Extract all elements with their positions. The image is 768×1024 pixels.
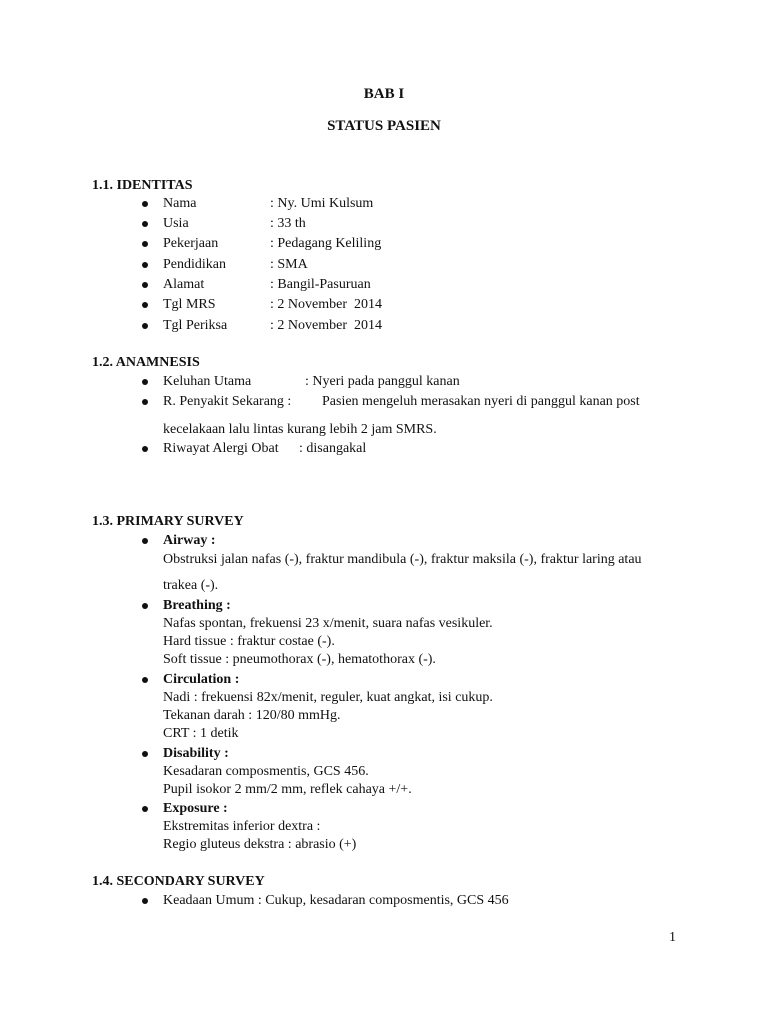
bullet-icon [142, 446, 148, 452]
exposure-line: Regio gluteus dekstra : abrasio (+) [163, 837, 357, 852]
keluhan-value: : Nyeri pada panggul kanan [305, 374, 460, 389]
bullet-icon [142, 399, 148, 405]
identitas-label: Pekerjaan [163, 236, 219, 251]
bullet-icon [142, 241, 148, 247]
identitas-value: : 2 November 2014 [270, 297, 382, 312]
identitas-label: Alamat [163, 277, 205, 292]
section-heading-secondary-survey: 1.4. SECONDARY SURVEY [92, 874, 265, 889]
exposure-line: Ekstremitas inferior dextra : [163, 819, 321, 834]
bullet-icon [142, 677, 148, 683]
section-heading-anamnesis: 1.2. ANAMNESIS [92, 355, 200, 370]
alergi-value: : disangakal [299, 441, 367, 456]
identitas-label: Tgl Periksa [163, 318, 228, 333]
identitas-value: : 2 November 2014 [270, 318, 382, 333]
bullet-icon [142, 898, 148, 904]
bullet-icon [142, 538, 148, 544]
identitas-value: : 33 th [270, 216, 306, 231]
circulation-label: Circulation : [163, 672, 240, 687]
identitas-label: Nama [163, 196, 197, 211]
bullet-icon [142, 806, 148, 812]
airway-text-continued: trakea (-). [163, 578, 219, 593]
identitas-value: : Bangil-Pasuruan [270, 277, 371, 292]
identitas-label: Usia [163, 216, 189, 231]
bullet-icon [142, 323, 148, 329]
keadaan-umum-text: Keadaan Umum : Cukup, kesadaran composmentis, GCS 456 [163, 893, 509, 908]
section-heading-primary-survey: 1.3. PRIMARY SURVEY [92, 514, 244, 529]
identitas-value: : Pedagang Keliling [270, 236, 382, 251]
rps-text-continued: kecelakaan lalu lintas kurang lebih 2 jam SMRS. [163, 422, 437, 437]
bullet-icon [142, 262, 148, 268]
breathing-line: Soft tissue : pneumothorax (-), hematothorax (-). [163, 652, 436, 667]
circulation-line: Nadi : frekuensi 82x/menit, reguler, kuat angkat, isi cukup. [163, 690, 493, 705]
breathing-line: Nafas spontan, frekuensi 23 x/menit, suara nafas vesikuler. [163, 616, 493, 631]
bullet-icon [142, 282, 148, 288]
bullet-icon [142, 379, 148, 385]
identitas-label: Tgl MRS [163, 297, 216, 312]
rps-text: Pasien mengeluh merasakan nyeri di panggul kanan post [322, 394, 640, 409]
chapter-title: BAB I [363, 86, 405, 102]
bullet-icon [142, 201, 148, 207]
breathing-label: Breathing : [163, 598, 231, 613]
bullet-icon [142, 302, 148, 308]
identitas-value: : Ny. Umi Kulsum [270, 196, 374, 211]
disability-line: Kesadaran composmentis, GCS 456. [163, 764, 369, 779]
exposure-label: Exposure : [163, 801, 228, 816]
alergi-label: Riwayat Alergi Obat [163, 441, 279, 456]
identitas-value: : SMA [270, 257, 308, 272]
rps-label: R. Penyakit Sekarang : [163, 394, 292, 409]
bullet-icon [142, 751, 148, 757]
disability-line: Pupil isokor 2 mm/2 mm, reflek cahaya +/+. [163, 782, 412, 797]
page-number: 1 [669, 930, 676, 945]
section-heading-identitas: 1.1. IDENTITAS [92, 178, 193, 193]
keluhan-label: Keluhan Utama [163, 374, 252, 389]
identitas-label: Pendidikan [163, 257, 226, 272]
bullet-icon [142, 603, 148, 609]
disability-label: Disability : [163, 746, 229, 761]
circulation-line: Tekanan darah : 120/80 mmHg. [163, 708, 341, 723]
airway-text: Obstruksi jalan nafas (-), fraktur mandibula (-), fraktur maksila (-), fraktur laring atau [163, 552, 642, 567]
circulation-line: CRT : 1 detik [163, 726, 239, 741]
page-title: STATUS PASIEN [327, 118, 441, 134]
airway-label: Airway : [163, 533, 216, 548]
breathing-line: Hard tissue : fraktur costae (-). [163, 634, 335, 649]
bullet-icon [142, 221, 148, 227]
